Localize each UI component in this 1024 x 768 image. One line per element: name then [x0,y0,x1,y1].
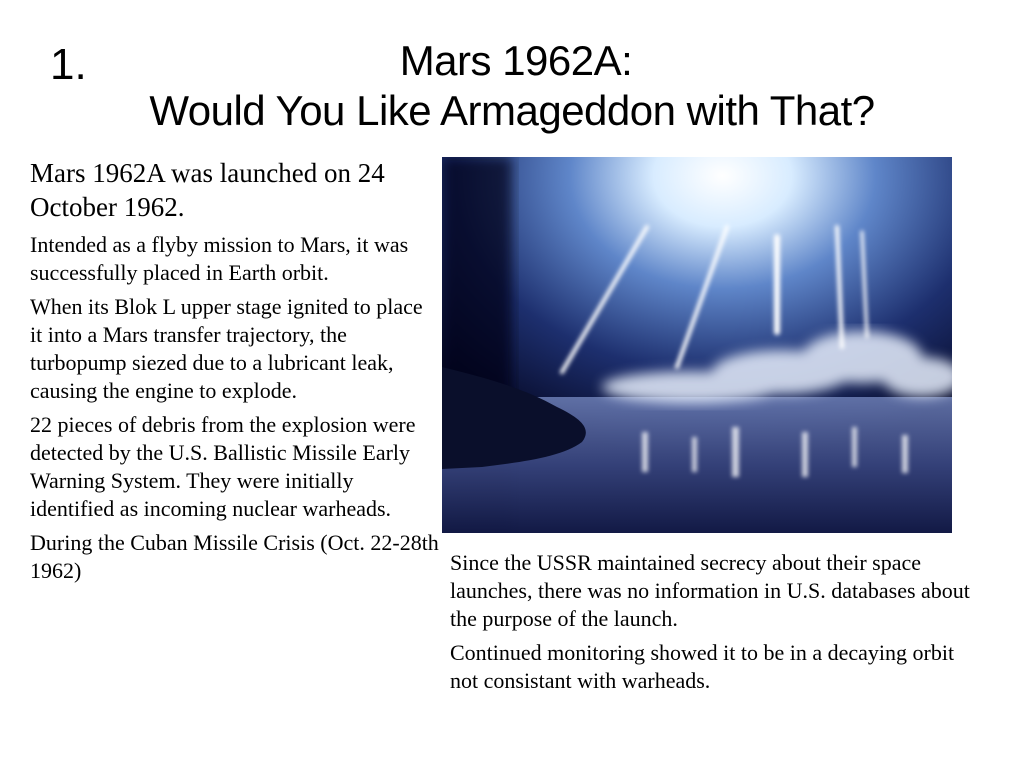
nuclear-test-photo [442,157,952,533]
slide-title [0,36,1024,136]
lead-paragraph: Mars 1962A was launched on 24 October 1962. [30,158,385,222]
title-line-2: Would You Like Armageddon with That? [149,87,875,134]
left-text-column [30,156,440,591]
paragraph-secrecy: Since the USSR maintained secrecy about their space launches, there was no information in U.S. databases about the purpose of the launch. [450,550,970,631]
title-line-1: Mars 1962A: [399,37,633,84]
paragraph-flyby: Intended as a flyby mission to Mars, it was successfully placed in Earth orbit. [30,232,409,285]
paragraph-decaying-orbit: Continued monitoring showed it to be in a decaying orbit not consistant with warheads. [450,640,955,693]
paragraph-cuban-crisis: During the Cuban Missile Crisis (Oct. 22-28th 1962) [30,530,439,583]
right-text-column [450,549,970,701]
paragraph-debris: 22 pieces of debris from the explosion were detected by the U.S. Ballistic Missile Early Warning System. They were initially identified as incoming nuclear warheads. [30,412,416,521]
slide-number: 1. [50,40,87,89]
paragraph-blok-l: When its Blok L upper stage ignited to place it into a Mars transfer trajectory, the turbopump siezed due to a lubricant leak, causing the engine to explode. [30,294,423,403]
